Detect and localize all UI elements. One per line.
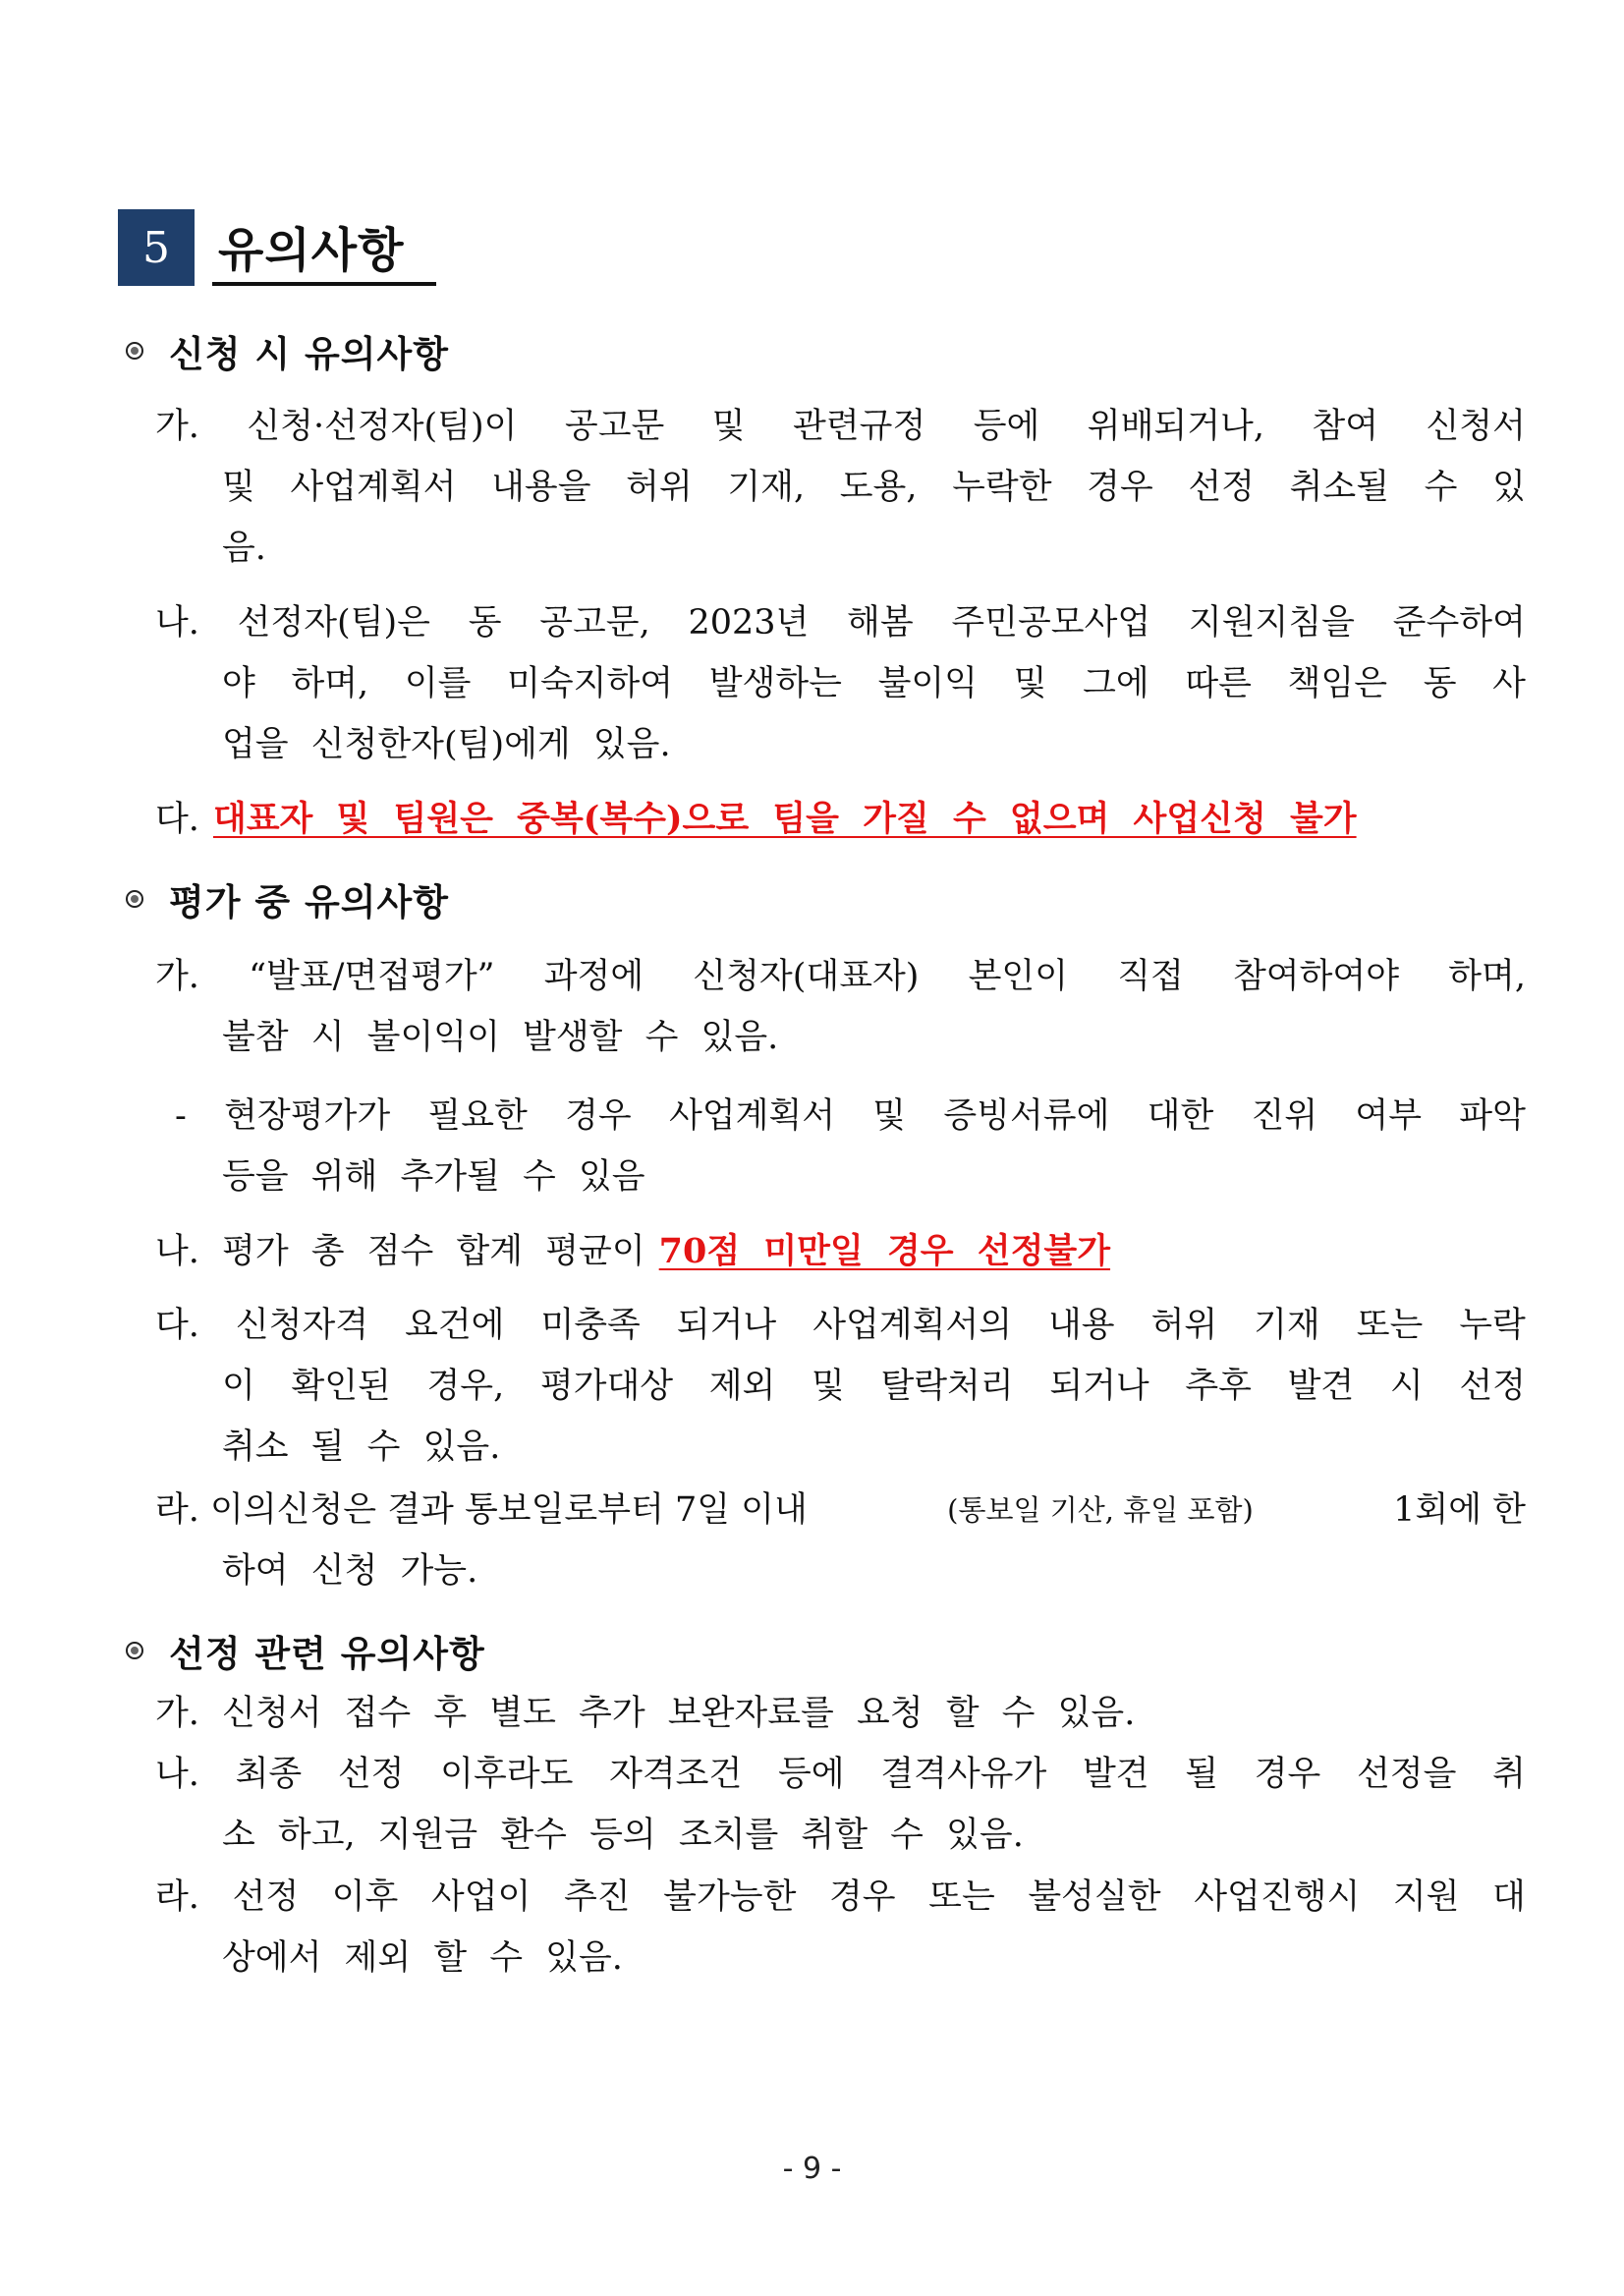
text-line: 업을 신청한자(팀)에게 있음. bbox=[222, 725, 671, 764]
list-item bbox=[155, 1221, 1526, 1282]
section-header bbox=[118, 209, 436, 286]
text-line: - 현장평가가 필요한 경우 사업계획서 및 증빙서류에 대한 진위 여부 파악 bbox=[175, 1096, 1526, 1136]
section-number: 5 bbox=[118, 209, 195, 286]
circle-bullet-icon bbox=[126, 342, 143, 360]
text-line: 불참 시 불이익이 발생할 수 있음. bbox=[222, 1018, 779, 1057]
list-item bbox=[175, 1086, 1526, 1207]
list-item bbox=[155, 789, 1526, 850]
text-line: 다. 신청자격 요건에 미충족 되거나 사업계획서의 내용 허위 기재 또는 누락 bbox=[155, 1306, 1526, 1345]
text-line: 가. 신청·선정자(팀)이 공고문 및 관련규정 등에 위배되거나, 참여 신청서 bbox=[155, 407, 1526, 446]
highlighted-text: 70점 미만일 경우 선정불가 bbox=[658, 1231, 1111, 1271]
text-line: 취소 될 수 있음. bbox=[222, 1428, 501, 1467]
highlighted-text: 대표자 및 팀원은 중복(복수)으로 팀을 가질 수 없으며 사업신청 불가 bbox=[212, 799, 1357, 839]
text-line: 및 사업계획서 내용을 허위 기재, 도용, 누락한 경우 선정 취소될 수 있 bbox=[222, 468, 1526, 507]
text-line: 상에서 제외 할 수 있음. bbox=[222, 1938, 623, 1978]
text-line bbox=[155, 1480, 1526, 1540]
text-line: 라. 선정 이후 사업이 추진 불가능한 경우 또는 불성실한 사업진행시 지원 대 bbox=[155, 1877, 1526, 1917]
list-item bbox=[155, 396, 1526, 579]
text-line: 가. “발표/면접평가” 과정에 신청자(대표자) 본인이 직접 참여하여야 하며, bbox=[155, 957, 1526, 996]
subheading-evaluation bbox=[126, 872, 449, 925]
text-line: 음. bbox=[222, 529, 266, 568]
list-item bbox=[155, 1295, 1526, 1478]
text-line: 소 하고, 지원금 환수 등의 조치를 취할 수 있음. bbox=[222, 1816, 1024, 1855]
list-item bbox=[155, 592, 1526, 775]
text-line bbox=[155, 789, 1526, 850]
section-title: 유의사항 bbox=[212, 209, 436, 286]
subheading-selection bbox=[126, 1624, 485, 1677]
circle-bullet-icon bbox=[126, 1642, 143, 1659]
text-line: 나. 최종 선정 이후라도 자격조건 등에 결격사유가 발견 될 경우 선정을 취 bbox=[155, 1755, 1526, 1794]
list-item bbox=[155, 1683, 1526, 1744]
list-item bbox=[155, 1480, 1526, 1601]
page-number: - 9 - bbox=[782, 2152, 842, 2186]
circle-bullet-icon bbox=[126, 890, 143, 908]
subheading-text: 평가 중 유의사항 bbox=[169, 881, 449, 924]
text-line bbox=[155, 1221, 1526, 1282]
list-item bbox=[155, 946, 1526, 1068]
item-text: 1회에 한 bbox=[1393, 1490, 1526, 1530]
list-item bbox=[155, 1867, 1526, 1988]
subheading-text: 선정 관련 유의사항 bbox=[169, 1633, 485, 1675]
item-text: 라. 이의신청은 결과 통보일로부터 7일 이내 bbox=[155, 1490, 808, 1530]
text-line: 이 확인된 경우, 평가대상 제외 및 탈락처리 되거나 추후 발견 시 선정 bbox=[222, 1367, 1526, 1406]
subheading-text: 신청 시 유의사항 bbox=[169, 333, 449, 375]
list-item bbox=[155, 1744, 1526, 1866]
item-text: 나. 평가 총 점수 합계 평균이 bbox=[155, 1232, 645, 1271]
item-marker: 다. bbox=[155, 800, 199, 839]
subheading-application bbox=[126, 324, 449, 377]
text-line: 하여 신청 가능. bbox=[222, 1551, 478, 1591]
text-line: 가. 신청서 접수 후 별도 추가 보완자료를 요청 할 수 있음. bbox=[155, 1694, 1136, 1733]
text-line: 나. 선정자(팀)은 동 공고문, 2023년 해봄 주민공모사업 지원지침을 준수하여 bbox=[155, 603, 1526, 643]
item-text-small: (통보일 기산, 휴일 포함) bbox=[947, 1493, 1254, 1527]
text-line: 등을 위해 추가될 수 있음 bbox=[222, 1157, 645, 1197]
text-line: 야 하며, 이를 미숙지하여 발생하는 불이익 및 그에 따른 책임은 동 사 bbox=[222, 664, 1526, 703]
